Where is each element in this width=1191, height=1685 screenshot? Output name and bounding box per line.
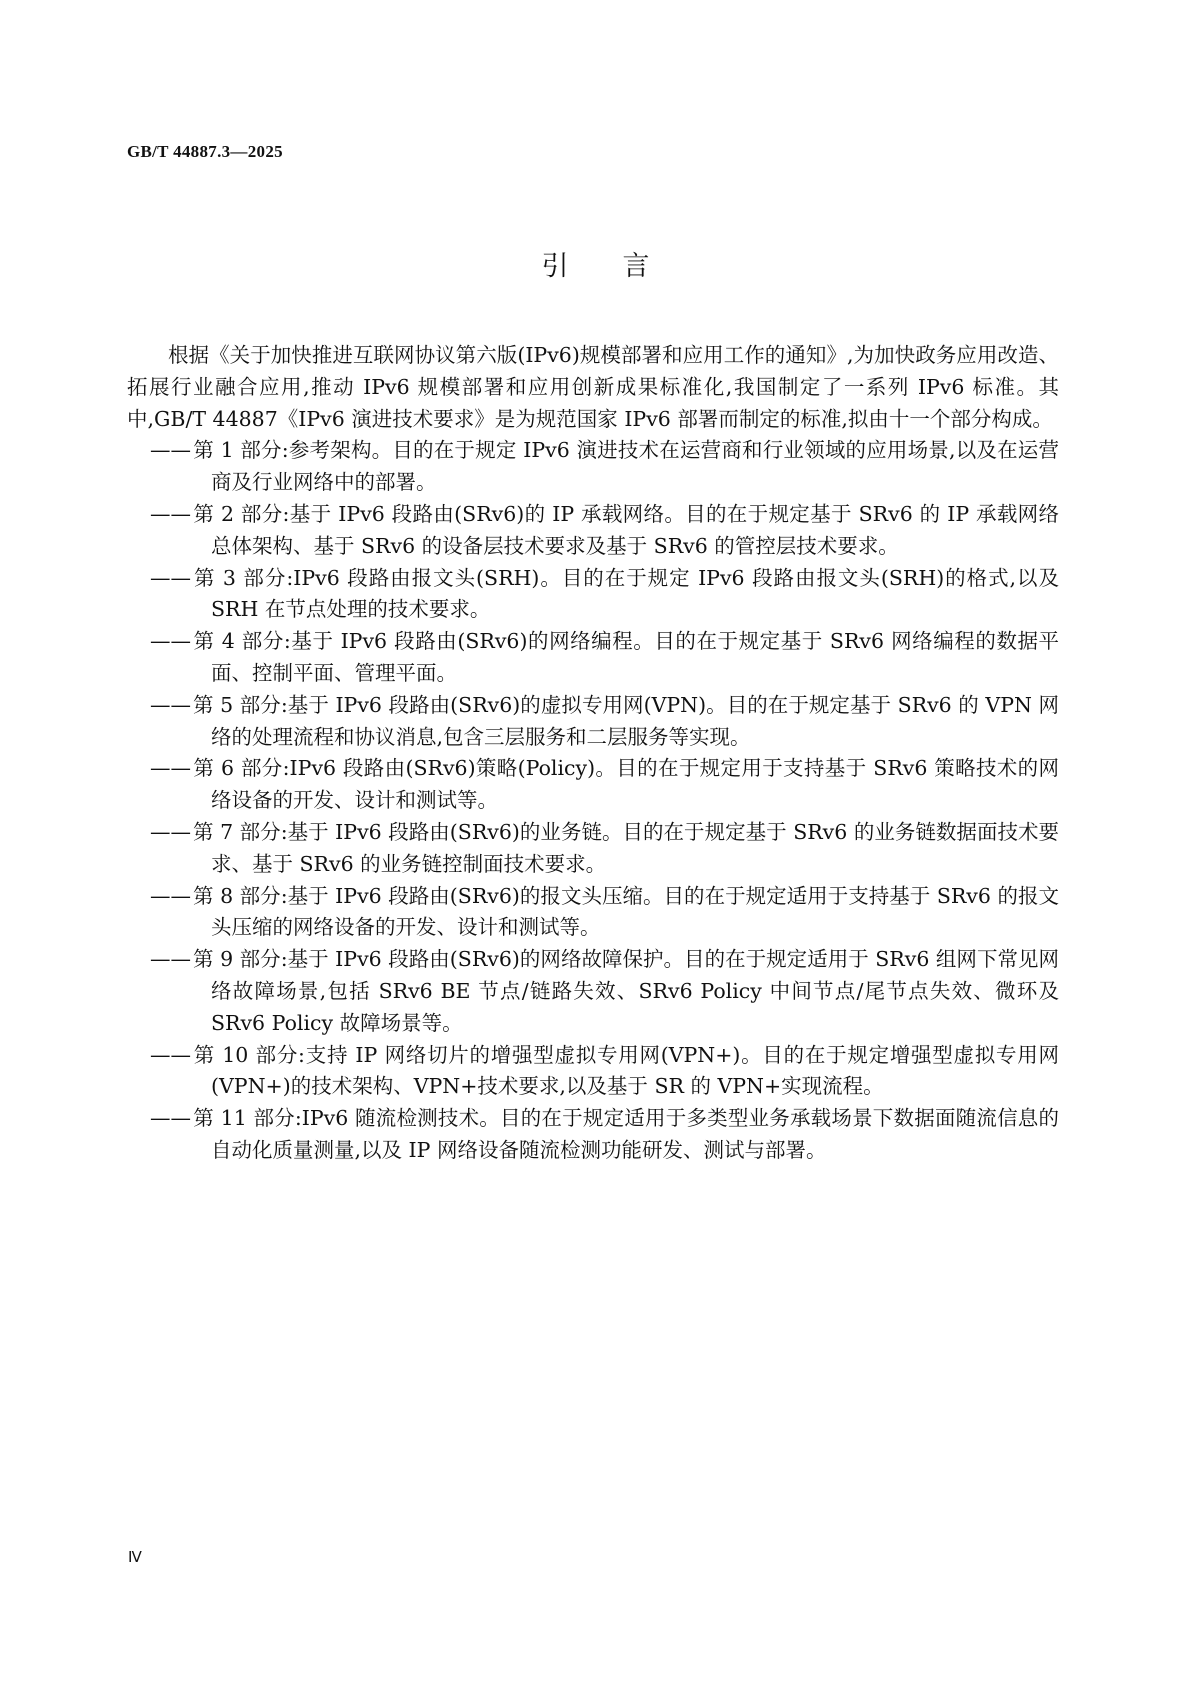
intro-paragraph: 根据《关于加快推进互联网协议第六版(IPv6)规模部署和应用工作的通知》,为加快政务应用改造、拓展行业融合应用,推动 IPv6 规模部署和应用创新成果标准化,我国制定了一系列 IPv6 标准。其中,GB/T 44887《IPv6 演进技术要求》是为规范国家 IPv6 部署而制定的标准,拟由十一个部分构成。 [127,343,1059,431]
item-dash: —— [150,692,191,717]
list-item [127,690,1059,754]
title-char: 引 [541,251,569,282]
item-text: 第 8 部分:基于 IPv6 段路由(SRv6)的报文头压缩。目的在于规定适用于支持基于 SRv6 的报文头压缩的网络设备的开发、设计和测试等。 [193,883,1059,940]
item-text: 第 5 部分:基于 IPv6 段路由(SRv6)的虚拟专用网(VPN)。目的在于规定基于 SRv6 的 VPN 网络的处理流程和协议消息,包含三层服务和二层服务等实现。 [193,692,1059,749]
list-item [127,626,1059,690]
item-dash: —— [150,947,191,972]
item-text: 第 4 部分:基于 IPv6 段路由(SRv6)的网络编程。目的在于规定基于 SRv6 网络编程的数据平面、控制平面、管理平面。 [193,629,1059,685]
item-dash: —— [150,756,191,781]
item-text: 第 11 部分:IPv6 随流检测技术。目的在于规定适用于多类型业务承载场景下数据面随流信息的自动化质量测量,以及 IP 网络设备随流检测功能研发、测试与部署。 [193,1106,1059,1162]
item-dash: —— [150,883,191,908]
item-text: 第 10 部分:支持 IP 网络切片的增强型虚拟专用网(VPN+)。目的在于规定增强型虚拟专用网(VPN+)的技术架构、VPN+技术要求,以及基于 SR 的 VPN+实现流程。 [193,1042,1059,1099]
item-dash: —— [150,501,191,526]
item-text: 第 1 部分:参考架构。目的在于规定 IPv6 演进技术在运营商和行业领域的应用场景,以及在运营商及行业网络中的部署。 [193,438,1059,495]
list-item [127,944,1059,1039]
standard-number: GB/T 44887.3—2025 [127,142,283,161]
item-text: 第 9 部分:基于 IPv6 段路由(SRv6)的网络故障保护。目的在于规定适用于 SRv6 组网下常见网络故障场景,包括 SRv6 BE 节点/链路失效、SRv6 Policy 中间节点/尾节点失效、微环及 SRv6 Policy 故障场景等。 [193,947,1059,1035]
title-char: 言 [622,251,650,282]
document-body [127,340,1059,1167]
item-text: 第 2 部分:基于 IPv6 段路由(SRv6)的 IP 承载网络。目的在于规定基于 SRv6 的 IP 承载网络总体架构、基于 SRv6 的设备层技术要求及基于 SRv6 的管控层技术要求。 [193,501,1059,558]
list-item [127,499,1059,563]
item-text: 第 3 部分:IPv6 段路由报文头(SRH)。目的在于规定 IPv6 段路由报文头(SRH)的格式,以及 SRH 在节点处理的技术要求。 [193,565,1059,622]
item-text: 第 6 部分:IPv6 段路由(SRv6)策略(Policy)。目的在于规定用于支持基于 SRv6 策略技术的网络设备的开发、设计和测试等。 [193,756,1059,813]
list-item [127,881,1059,945]
list-item [127,563,1059,627]
page-title [0,244,1191,283]
item-text: 第 7 部分:基于 IPv6 段路由(SRv6)的业务链。目的在于规定基于 SRv6 的业务链数据面技术要求、基于 SRv6 的业务链控制面技术要求。 [193,819,1059,876]
list-item [127,435,1059,499]
page-number: Ⅳ [128,1550,142,1566]
item-dash: —— [150,1042,191,1067]
item-dash: —— [150,1106,191,1131]
item-dash: —— [150,819,191,844]
item-dash: —— [150,629,191,654]
list-item [127,753,1059,817]
item-dash: —— [150,438,191,463]
list-item [127,1040,1059,1104]
item-dash: —— [150,565,191,590]
list-item [127,1103,1059,1167]
list-item [127,817,1059,881]
parts-list [127,435,1059,1166]
